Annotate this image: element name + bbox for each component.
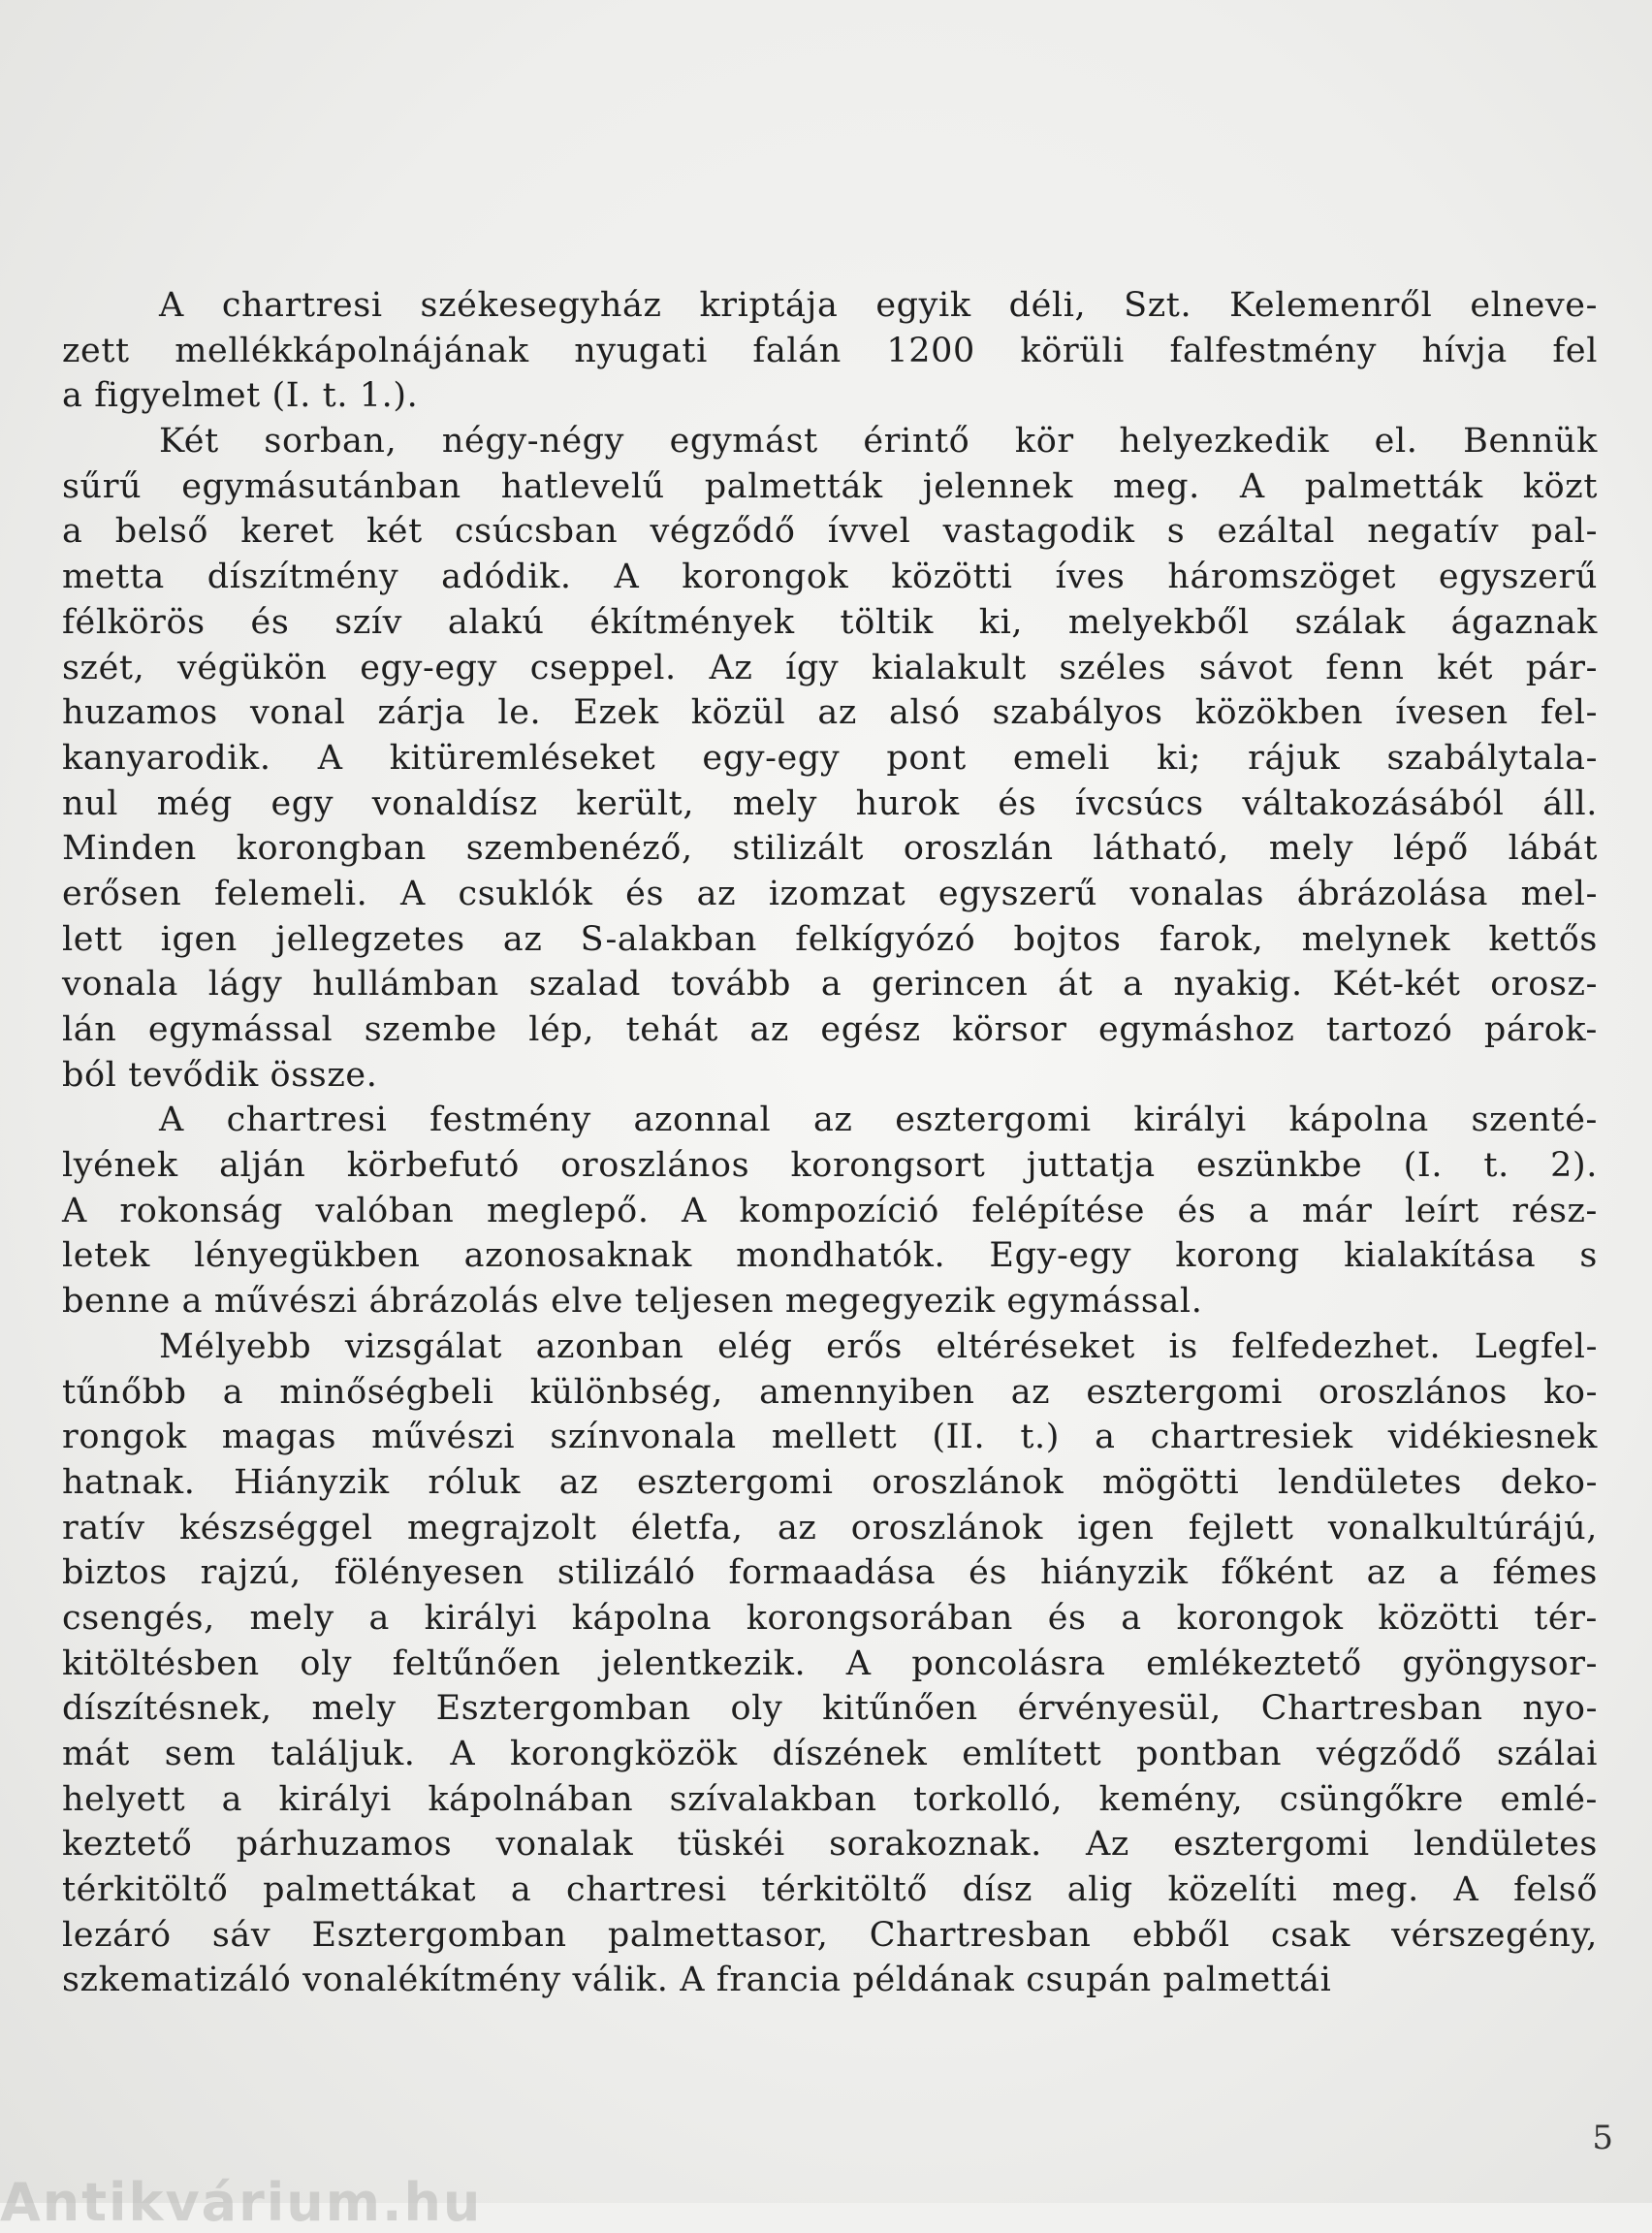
text-line: vonala lágy hullámban szalad tovább a gerincen át a nyakig. Két-két orosz-	[62, 965, 1598, 1005]
text-line: sűrű egymásutánban hatlevelű palmetták jelennek meg. A palmetták közt	[62, 466, 1598, 506]
text-line: nul még egy vonaldísz került, mely hurok és ívcsúcs váltakozásából áll.	[62, 783, 1598, 823]
paragraph	[62, 1098, 1598, 1324]
text-line: lyének alján körbefutó oroszlános korongsort juttatja eszünkbe (I. t. 2).	[62, 1146, 1598, 1186]
text-line: huzamos vonal zárja le. Ezek közül az alsó szabályos közökben ívesen fel-	[62, 693, 1598, 733]
text-line: tűnőbb a minőségbeli különbség, amennyiben az esztergomi oroszlános ko-	[62, 1372, 1598, 1412]
text-line: térkitöltő palmettákat a chartresi térkitöltő dísz alig közelíti meg. A felső	[62, 1870, 1598, 1910]
watermark-text: Antikvárium.hu	[0, 2172, 483, 2233]
text-line: a figyelmet (I. t. 1.).	[62, 376, 419, 416]
text-line: csengés, mely a királyi kápolna korongsorában és a korongok közötti tér-	[62, 1598, 1598, 1638]
text-line: keztető párhuzamos vonalak tüskéi sorakoznak. Az esztergomi lendületes	[62, 1825, 1598, 1865]
text-line: rongok magas művészi színvonala mellett (II. t.) a chartresiek vidékiesnek	[62, 1418, 1598, 1457]
text-line: mát sem találjuk. A korongközök díszének említett pontban végződő szálai	[62, 1735, 1598, 1773]
paragraph	[62, 283, 1598, 419]
text-line: ból tevődik össze.	[62, 1055, 378, 1095]
text-line: félkörös és szív alakú ékítmények töltik ki, melyekből szálak ágaznak	[62, 602, 1598, 642]
text-line: erősen felemeli. A csuklók és az izomzat egyszerű vonalas ábrázolása mel-	[62, 874, 1598, 913]
text-line: szkematizáló vonalékítmény válik. A francia példának csupán palmettái	[62, 1961, 1332, 2000]
text-line: szét, végükön egy-egy cseppel. Az így kialakult széles sávot fenn két pár-	[62, 648, 1598, 687]
text-line: a belső keret két csúcsban végződő ívvel vastagodik s ezáltal negatív pal-	[62, 512, 1598, 552]
paragraph	[62, 1324, 1598, 2003]
text-line: helyett a királyi kápolnában szívalakban torkolló, kemény, csüngőkre emlé-	[62, 1779, 1598, 1819]
text-line: biztos rajzú, fölényesen stilizáló formaadása és hiányzik főként az a fémes	[62, 1553, 1598, 1593]
text-line: díszítésnek, mely Esztergomban oly kitűnően érvényesül, Chartresban nyo-	[62, 1689, 1598, 1729]
text-line: A chartresi székesegyház kriptája egyik déli, Szt. Kelemenről elneve-	[159, 286, 1598, 325]
paragraph	[62, 419, 1598, 1098]
text-line: lett igen jellegzetes az S-alakban felkígyózó bojtos farok, melynek kettős	[62, 919, 1598, 959]
text-line: metta díszítmény adódik. A korongok közötti íves háromszöget egyszerű	[62, 558, 1598, 597]
page-number: 5	[1592, 2119, 1613, 2157]
text-line: kanyarodik. A kitüremléseket egy-egy pont emeli ki; rájuk szabálytala-	[62, 738, 1598, 778]
text-line: Két sorban, négy-négy egymást érintő kör helyezkedik el. Bennük	[159, 422, 1598, 462]
text-line: kitöltésben oly feltűnően jelentkezik. A poncolásra emlékeztető gyöngysor-	[62, 1643, 1598, 1683]
text-line: A chartresi festmény azonnal az esztergomi királyi kápolna szenté-	[159, 1101, 1598, 1140]
text-line: letek lényegükben azonosaknak mondhatók. Egy-egy korong kialakítása s	[62, 1236, 1598, 1276]
text-line: A rokonság valóban meglepő. A kompozíció felépítése és a már leírt rész-	[62, 1191, 1598, 1230]
body-text	[62, 283, 1598, 2003]
text-line: Mélyebb vizsgálat azonban elég erős eltéréseket is felfedezhet. Legfel-	[159, 1326, 1598, 1366]
text-line: ratív készséggel megrajzolt életfa, az oroszlánok igen fejlett vonalkultúrájú,	[62, 1508, 1598, 1547]
text-line: zett mellékkápolnájának nyugati falán 1200 körüli falfestmény hívja fel	[62, 331, 1598, 370]
text-line: Minden korongban szembenéző, stilizált oroszlán látható, mely lépő lábát	[62, 829, 1598, 869]
text-line: lán egymással szembe lép, tehát az egész körsor egymáshoz tartozó párok-	[62, 1010, 1598, 1049]
text-line: lezáró sáv Esztergomban palmettasor, Chartresban ebből csak vérszegény,	[62, 1915, 1598, 1955]
text-line: hatnak. Hiányzik róluk az esztergomi oroszlánok mögötti lendületes deko-	[62, 1462, 1598, 1502]
text-line: benne a művészi ábrázolás elve teljesen megegyezik egymással.	[62, 1282, 1203, 1322]
